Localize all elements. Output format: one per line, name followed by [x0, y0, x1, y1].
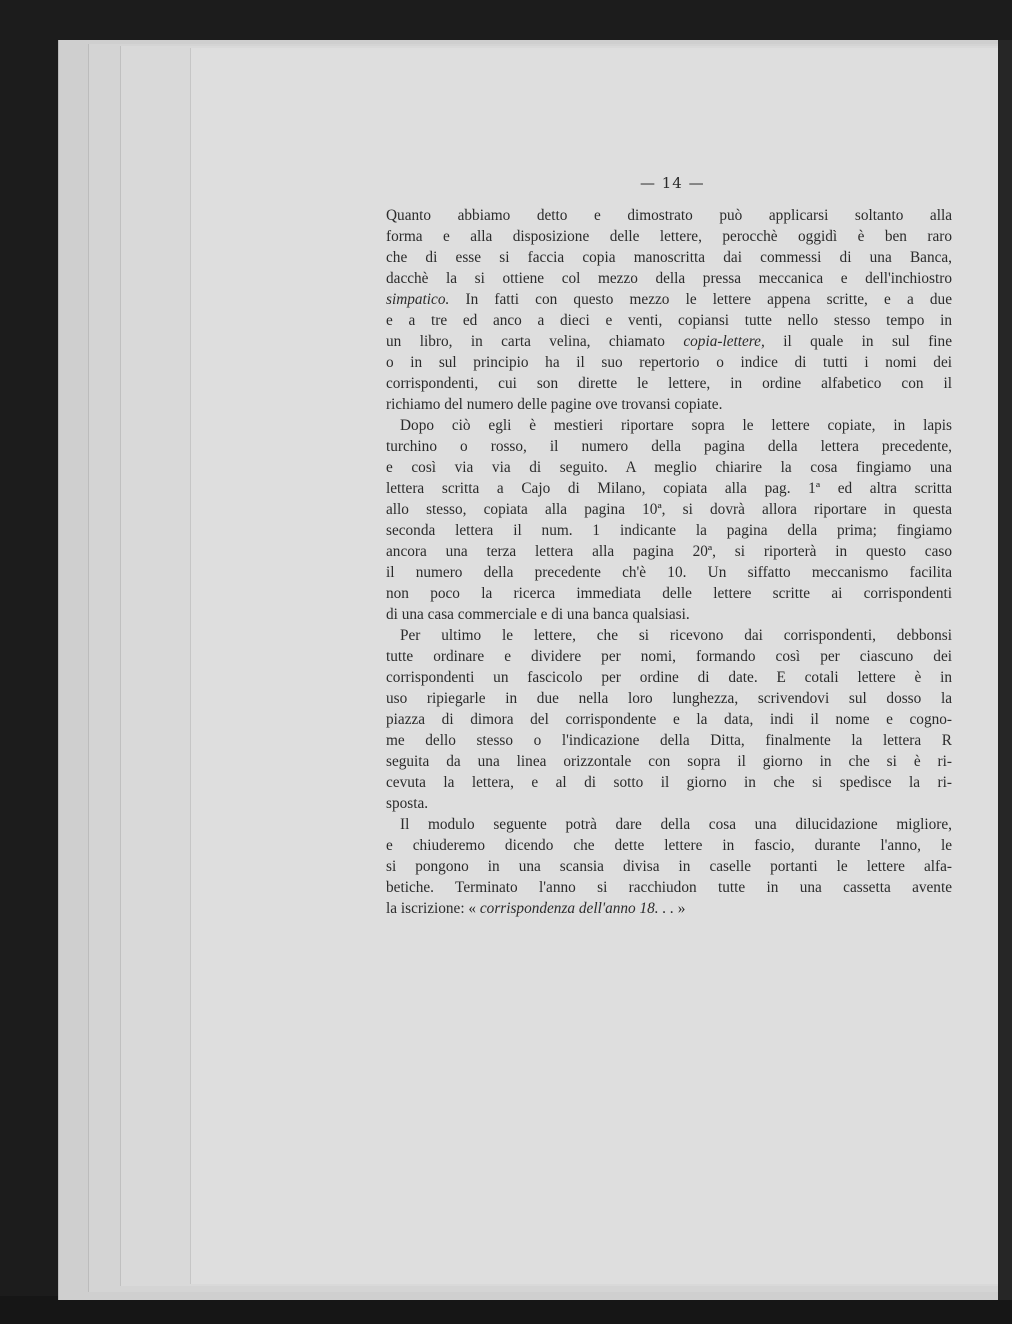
text-line [386, 331, 952, 352]
text-line: il numero della precedente ch'è 10. Un siffatto meccanismo facilita [386, 564, 952, 581]
text-fragment: la iscrizione: « [386, 900, 480, 917]
text-fragment: un libro, in carta velina, chiamato [386, 333, 684, 350]
italic-term: simpatico. [386, 291, 450, 308]
italic-term: corrispondenza dell'anno 18. . . [479, 900, 674, 917]
scan-right-border [998, 40, 1012, 1300]
text-line: piazza di dimora del corrispondente e la data, indi il nome e cogno- [386, 711, 952, 728]
text-line: si pongono in una scansia divisa in caselle portanti le lettere alfa- [386, 858, 952, 875]
text-line: uso ripiegarle in due nella loro lunghezza, scrivendovi sul dosso la [386, 690, 952, 707]
text-line: lettera scritta a Cajo di Milano, copiata alla pag. 1ª ed altra scritta [386, 480, 952, 497]
scan-background [0, 1296, 1012, 1324]
text-line: Il modulo seguente potrà dare della cosa una dilucidazione migliore, [400, 816, 952, 833]
text-line: e a tre ed anco a dieci e venti, copiansi tutte nello stesso tempo in [386, 312, 952, 329]
text-line: e così via via di seguito. A meglio chiarire la cosa fingiamo una [386, 459, 952, 476]
text-fragment: il quale in sul fine [764, 333, 952, 350]
text-line: e chiuderemo dicendo che dette lettere in fascio, durante l'anno, le [386, 837, 952, 854]
text-line: non poco la ricerca immediata delle lettere scritte ai corrispondenti [386, 585, 952, 602]
text-line: seconda lettera il num. 1 indicante la pagina della prima; fingiamo [386, 522, 952, 539]
text-line: allo stesso, copiata alla pagina 10ª, si dovrà allora riportare in questa [386, 501, 952, 518]
text-line: corrispondenti, cui son dirette le lettere, in ordine alfabetico con il [386, 375, 952, 392]
text-line: richiamo del numero delle pagine ove trovansi copiate. [386, 396, 723, 413]
text-line: dacchè la si ottiene col mezzo della pressa meccanica e dell'inchiostro [386, 270, 952, 287]
text-line: di una casa commerciale e di una banca qualsiasi. [386, 606, 690, 623]
text-line: corrispondenti un fascicolo per ordine di date. E cotali lettere è in [386, 669, 952, 686]
text-line [386, 898, 952, 919]
text-fragment: In fatti con questo mezzo le lettere appena scritte, e a due [449, 291, 952, 308]
text-line: tutte ordinare e dividere per nomi, formando così per ciascuno dei [386, 648, 952, 665]
text-line: sposta. [386, 795, 429, 812]
text-line: Dopo ciò egli è mestieri riportare sopra le lettere copiate, in lapis [400, 417, 952, 434]
text-line: Quanto abbiamo detto e dimostrato può applicarsi soltanto alla [386, 207, 952, 224]
text-line: seguita da una linea orizzontale con sopra il giorno in che si è ri- [386, 753, 952, 770]
text-line: ancora una terza lettera alla pagina 20ª, si riporterà in questo caso [386, 543, 952, 560]
text-line: Per ultimo le lettere, che si ricevono dai corrispondenti, debbonsi [400, 627, 952, 644]
text-line [386, 289, 952, 310]
text-line: me dello stesso o l'indicazione della Ditta, finalmente la lettera R [386, 732, 952, 749]
italic-term: copia-lettere, [683, 333, 765, 350]
page-number: — 14 — [640, 174, 705, 192]
text-line: che di esse si faccia copia manoscritta dai commessi di una Banca, [386, 249, 952, 266]
text-line: forma e alla disposizione delle lettere, perocchè oggidì è ben raro [386, 228, 952, 245]
text-line: turchino o rosso, il numero della pagina della lettera precedente, [386, 438, 952, 455]
text-line: cevuta la lettera, e al di sotto il giorno in che si spedisce la ri- [386, 774, 952, 791]
text-line: o in sul principio ha il suo repertorio o indice di tutti i nomi dei [386, 354, 952, 371]
text-fragment: » [673, 900, 686, 917]
body-text [386, 205, 952, 919]
text-line: betiche. Terminato l'anno si racchiudon tutte in una cassetta avente [386, 879, 952, 896]
